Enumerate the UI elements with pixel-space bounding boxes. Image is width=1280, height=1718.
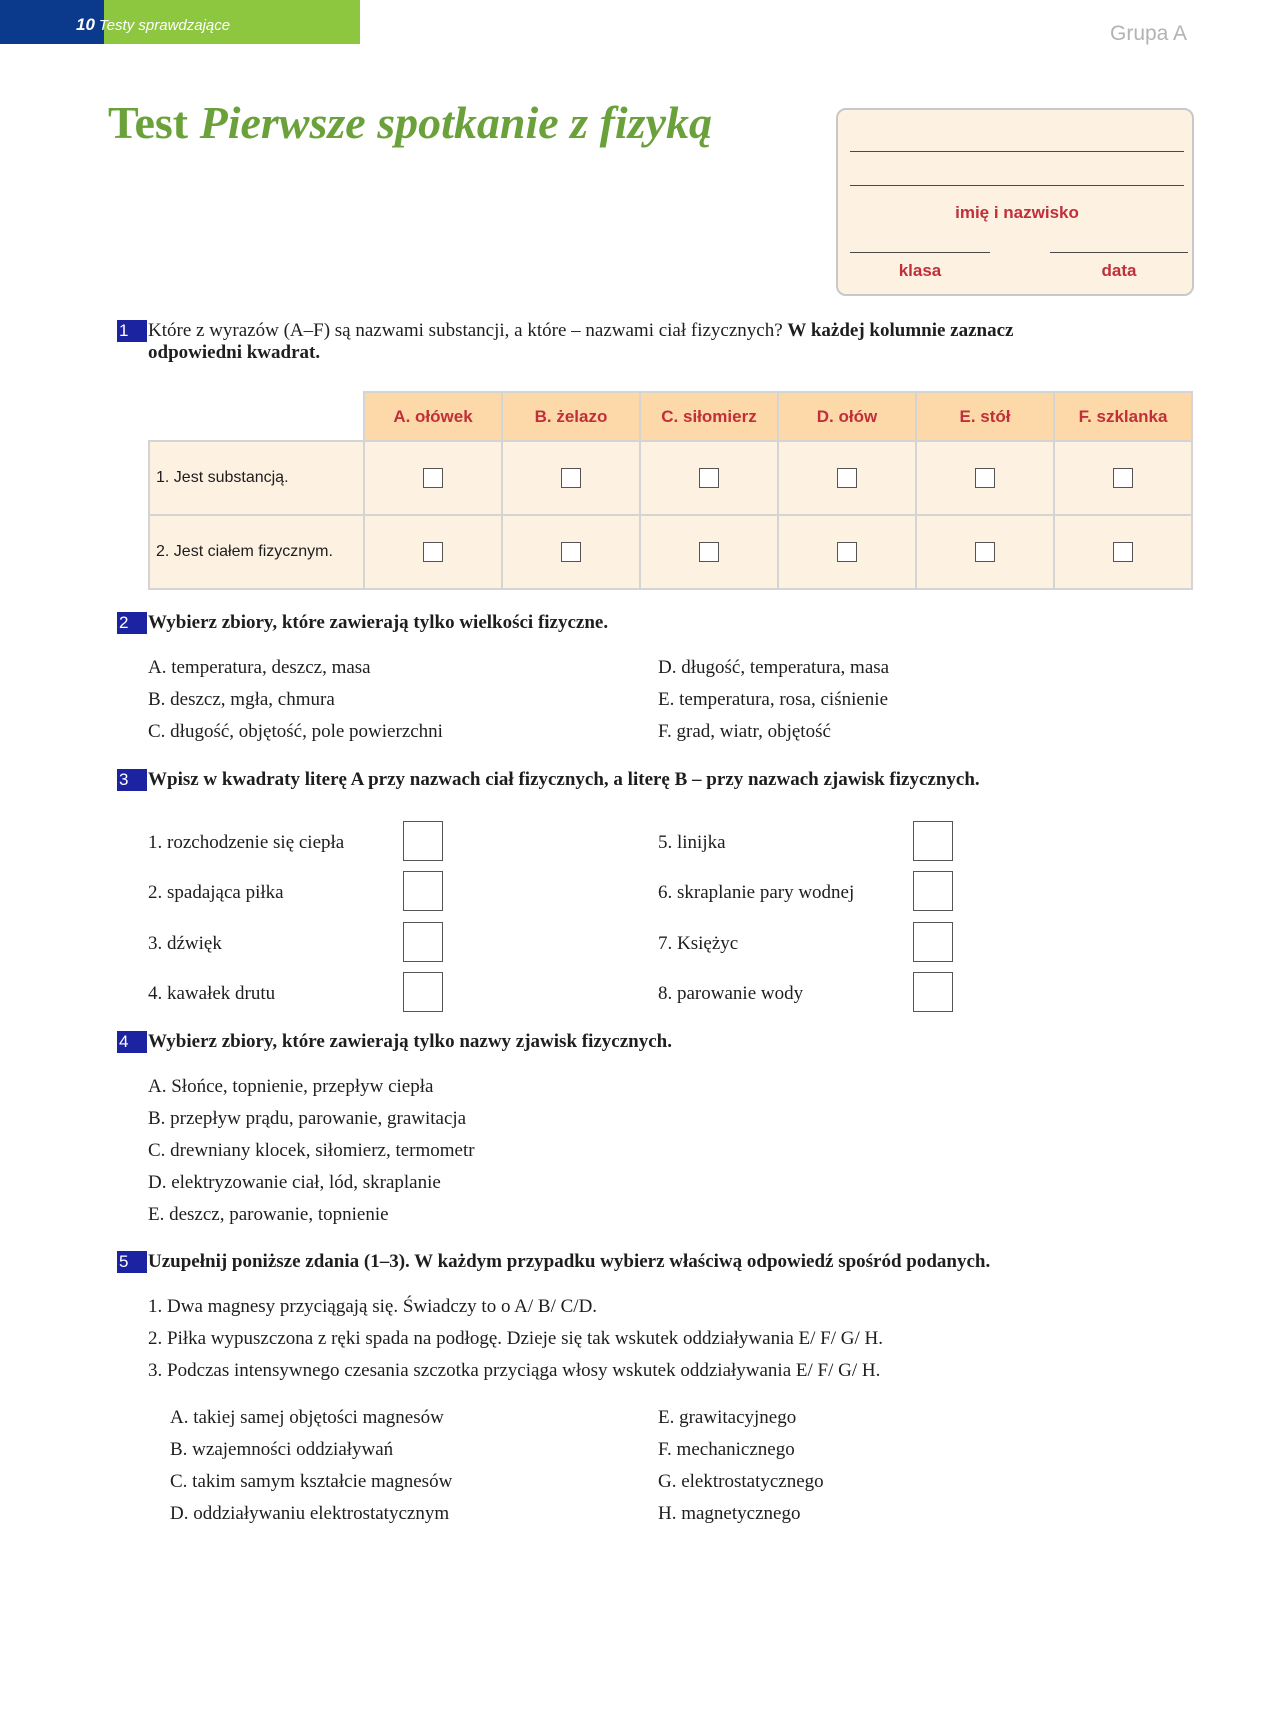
answer-box[interactable] xyxy=(403,922,443,962)
option: B. deszcz, mgła, chmura xyxy=(148,689,335,710)
question-3-prompt: Wpisz w kwadraty literę A przy nazwach ciał fizycznych, a literę B – przy nazwach zjawisk fizycznych. xyxy=(148,769,980,790)
page-number: 10 xyxy=(76,15,95,34)
checkbox[interactable] xyxy=(837,468,857,488)
class-label: klasa xyxy=(898,261,942,280)
sentence: 1. Dwa magnesy przyciągają się. Świadczy to o A/ B/ C/D. xyxy=(148,1296,598,1317)
table-cell xyxy=(778,441,916,515)
item-label: 8. parowanie wody xyxy=(658,983,804,1004)
table-cell xyxy=(778,515,916,589)
table-cell xyxy=(364,441,502,515)
checkbox[interactable] xyxy=(975,468,995,488)
table-cell xyxy=(640,441,778,515)
page-title xyxy=(108,96,712,149)
sentence: 2. Piłka wypuszczona z ręki spada na podłogę. Dzieje się tak wskutek oddziaływania E/ F/ G/ H. xyxy=(148,1328,883,1349)
question-1-text xyxy=(148,320,1198,364)
option: F. mechanicznego xyxy=(658,1439,795,1460)
question-5-number: 5 xyxy=(117,1251,147,1273)
question-2-prompt: Wybierz zbiory, które zawierają tylko wielkości fizyczne. xyxy=(148,612,609,633)
column-header: B. żelazo xyxy=(502,392,640,441)
answer-box[interactable] xyxy=(403,821,443,861)
option: A. temperatura, deszcz, masa xyxy=(148,657,371,678)
answer-box[interactable] xyxy=(403,972,443,1012)
title-prefix: Test xyxy=(108,97,189,148)
option: D. elektryzowanie ciał, lód, skraplanie xyxy=(148,1172,441,1193)
question-2-number: 2 xyxy=(117,612,147,634)
answer-box[interactable] xyxy=(913,821,953,861)
item-label: 4. kawałek drutu xyxy=(148,983,276,1004)
column-header: E. stół xyxy=(916,392,1054,441)
question-4-text xyxy=(148,1031,672,1053)
column-header: F. szklanka xyxy=(1054,392,1192,441)
option: G. elektrostatycznego xyxy=(658,1471,824,1492)
option: D. oddziaływaniu elektrostatycznym xyxy=(170,1503,450,1524)
table-cell xyxy=(916,441,1054,515)
option: B. wzajemności oddziaływań xyxy=(170,1439,394,1460)
checkbox[interactable] xyxy=(699,468,719,488)
question-3-number: 3 xyxy=(117,769,147,791)
table-cell xyxy=(502,441,640,515)
group-label: Grupa A xyxy=(1110,22,1188,45)
table-cell xyxy=(502,515,640,589)
option: A. takiej samej objętości magnesów xyxy=(170,1407,444,1428)
checkbox[interactable] xyxy=(423,468,443,488)
checkbox[interactable] xyxy=(837,542,857,562)
section-title: Testy sprawdzające xyxy=(98,17,231,34)
row-label: 2. Jest ciałem fizycznym. xyxy=(149,515,364,589)
question-4-number: 4 xyxy=(117,1031,147,1053)
table-cell xyxy=(916,515,1054,589)
checkbox[interactable] xyxy=(1113,468,1133,488)
item-label: 2. spadająca piłka xyxy=(148,882,284,903)
table-row xyxy=(149,441,1192,515)
question-1-instruction-b: odpowiedni kwadrat. xyxy=(148,342,321,363)
item-label: 6. skraplanie pary wodnej xyxy=(658,882,855,903)
checkbox[interactable] xyxy=(423,542,443,562)
option: F. grad, wiatr, objętość xyxy=(658,721,831,742)
question-1-prompt: Które z wyrazów (A–F) są nazwami substancji, a które – nazwami ciał fizycznych? xyxy=(148,320,783,341)
checkbox[interactable] xyxy=(561,468,581,488)
checkbox[interactable] xyxy=(1113,542,1133,562)
column-header: C. siłomierz xyxy=(640,392,778,441)
table-cell xyxy=(1054,515,1192,589)
table-cell xyxy=(1054,441,1192,515)
item-label: 1. rozchodzenie się ciepła xyxy=(148,832,345,853)
checkbox[interactable] xyxy=(975,542,995,562)
answer-box[interactable] xyxy=(403,871,443,911)
answer-box[interactable] xyxy=(913,922,953,962)
question-1-number: 1 xyxy=(117,320,147,342)
header-label xyxy=(76,15,230,35)
name-line-1[interactable] xyxy=(850,151,1184,152)
date-label: data xyxy=(1101,261,1137,280)
column-header: A. ołówek xyxy=(364,392,502,441)
student-info-box xyxy=(836,108,1194,296)
item-label: 5. linijka xyxy=(658,832,726,853)
question-5-text xyxy=(148,1251,990,1273)
table-corner xyxy=(149,392,364,441)
answer-box[interactable] xyxy=(913,871,953,911)
question-1-instruction-a: W każdej kolumnie zaznacz xyxy=(787,320,1014,341)
option: H. magnetycznego xyxy=(658,1503,801,1524)
question-5-prompt: Uzupełnij poniższe zdania (1–3). W każdym przypadku wybierz właściwą odpowiedź spośród podanych. xyxy=(148,1251,991,1272)
class-line[interactable] xyxy=(850,252,990,253)
title-main: Pierwsze spotkanie z fizyką xyxy=(199,97,712,148)
table-header-row xyxy=(149,392,1192,441)
checkbox[interactable] xyxy=(699,542,719,562)
name-label: imię i nazwisko xyxy=(955,203,1079,222)
option: C. takim samym kształcie magnesów xyxy=(170,1471,453,1492)
table-cell xyxy=(640,515,778,589)
item-label: 7. Księżyc xyxy=(658,933,739,954)
column-header: D. ołów xyxy=(778,392,916,441)
row-label: 1. Jest substancją. xyxy=(149,441,364,515)
name-line-2[interactable] xyxy=(850,185,1184,186)
item-label: 3. dźwięk xyxy=(148,933,222,954)
option: B. przepływ prądu, parowanie, grawitacja xyxy=(148,1108,467,1129)
date-line[interactable] xyxy=(1050,252,1188,253)
option: D. długość, temperatura, masa xyxy=(658,657,890,678)
option: E. temperatura, rosa, ciśnienie xyxy=(658,689,889,710)
option: E. deszcz, parowanie, topnienie xyxy=(148,1204,389,1225)
answer-box[interactable] xyxy=(913,972,953,1012)
question-3-text xyxy=(148,769,980,791)
option: E. grawitacyjnego xyxy=(658,1407,797,1428)
checkbox[interactable] xyxy=(561,542,581,562)
option: C. długość, objętość, pole powierzchni xyxy=(148,721,443,742)
table-cell xyxy=(364,515,502,589)
question-4-prompt: Wybierz zbiory, które zawierają tylko nazwy zjawisk fizycznych. xyxy=(148,1031,672,1052)
option: A. Słońce, topnienie, przepływ ciepła xyxy=(148,1076,434,1097)
substance-body-table xyxy=(148,391,1193,590)
option: C. drewniany klocek, siłomierz, termometr xyxy=(148,1140,475,1161)
question-2-text xyxy=(148,612,608,634)
sentence: 3. Podczas intensywnego czesania szczotka przyciąga włosy wskutek oddziaływania E/ F/ G/ H. xyxy=(148,1360,881,1381)
table-row xyxy=(149,515,1192,589)
